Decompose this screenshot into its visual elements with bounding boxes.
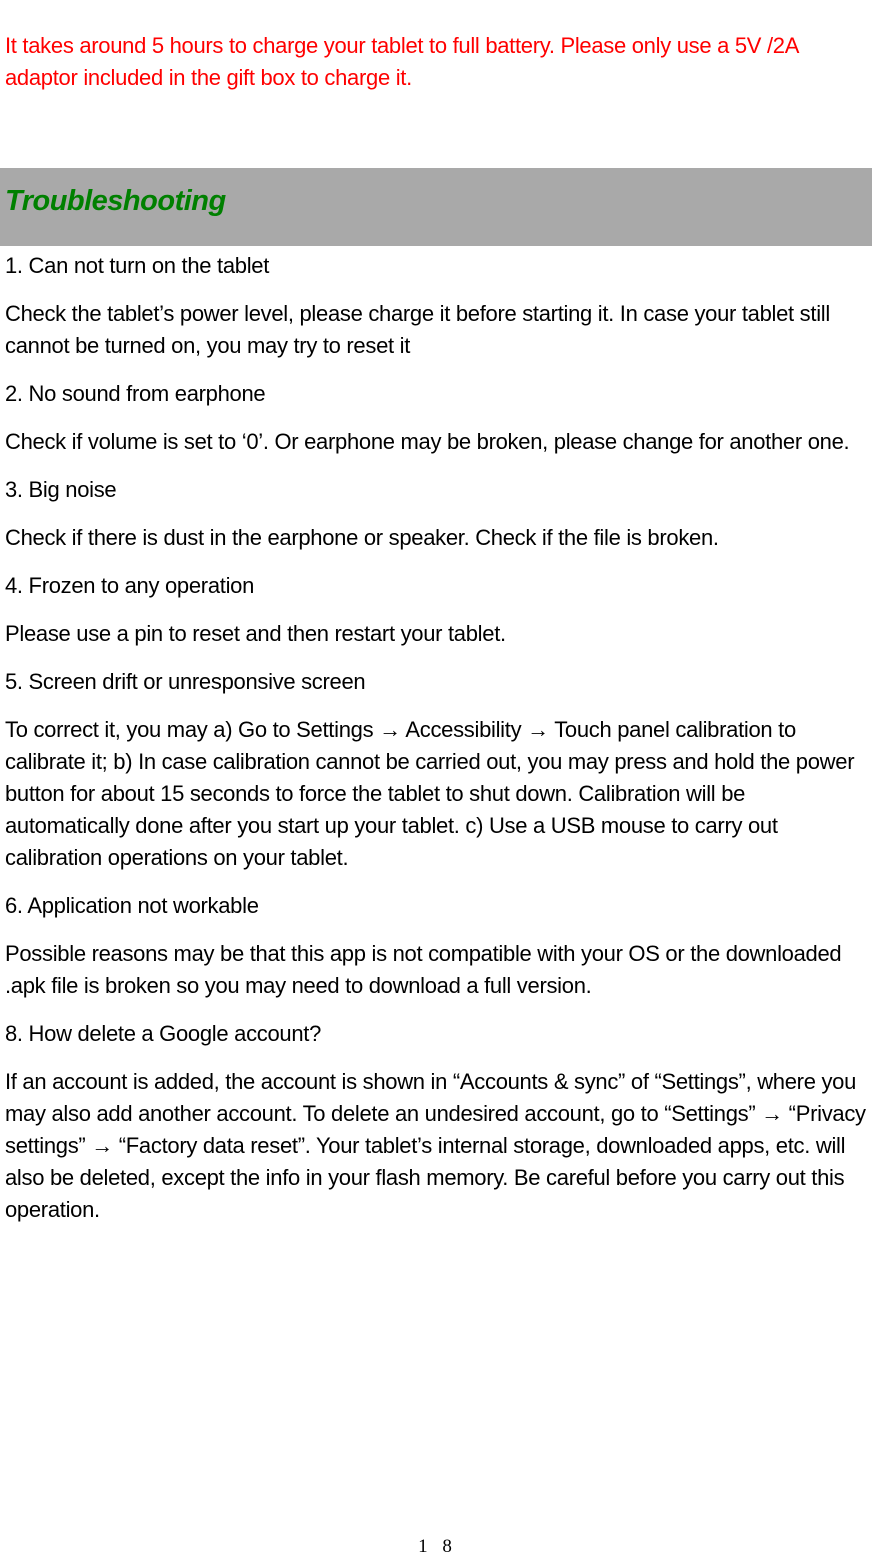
troubleshooting-body <box>0 246 872 1226</box>
troubleshooting-detail-1: Check the tablet’s power level, please charge it before starting it. In case your tablet still cannot be turned on, you may try to reset it <box>5 301 830 358</box>
troubleshooting-item-3: 3. Big noise <box>5 477 117 502</box>
troubleshooting-detail-5: To correct it, you may a) Go to Settings → Accessibility → Touch panel calibration to calibrate it; b) In case calibration cannot be carried out, you may press and hold the power button for about 15 seconds to force the tablet to shut down. Calibration will be automatically done after you start up your tablet. c) Use a USB mouse to carry out calibration operations on your tablet. <box>5 717 855 870</box>
charging-notice: It takes around 5 hours to charge your tablet to full battery. Please only use a 5V /2A adaptor included in the gift box to charge it. <box>5 33 798 90</box>
section-title: Troubleshooting <box>5 185 226 217</box>
troubleshooting-detail-6: Possible reasons may be that this app is not compatible with your OS or the downloaded .apk file is broken so you may need to download a full version. <box>5 941 842 998</box>
section-header-bar <box>0 168 872 246</box>
troubleshooting-detail-4: Please use a pin to reset and then restart your tablet. <box>5 621 506 646</box>
page-number: 1 8 <box>418 1536 454 1557</box>
troubleshooting-item-4: 4. Frozen to any operation <box>5 573 255 598</box>
troubleshooting-detail-3: Check if there is dust in the earphone or speaker. Check if the file is broken. <box>5 525 719 550</box>
troubleshooting-item-6: 6. Application not workable <box>5 893 259 918</box>
troubleshooting-item-2: 2. No sound from earphone <box>5 381 266 406</box>
troubleshooting-item-1: 1. Can not turn on the tablet <box>5 253 270 278</box>
troubleshooting-detail-8: If an account is added, the account is shown in “Accounts & sync” of “Settings”, where you may also add another account. To delete an undesired account, go to “Settings” → “Privacy settings” → “Factory data reset”. Your tablet’s internal storage, downloaded apps, etc. will also be deleted, except the info in your flash memory. Be careful before you carry out this operation. <box>5 1069 866 1222</box>
troubleshooting-item-8: 8. How delete a Google account? <box>5 1021 322 1046</box>
troubleshooting-detail-2: Check if volume is set to ‘0’. Or earphone may be broken, please change for another one. <box>5 429 850 454</box>
troubleshooting-item-5: 5. Screen drift or unresponsive screen <box>5 669 366 694</box>
